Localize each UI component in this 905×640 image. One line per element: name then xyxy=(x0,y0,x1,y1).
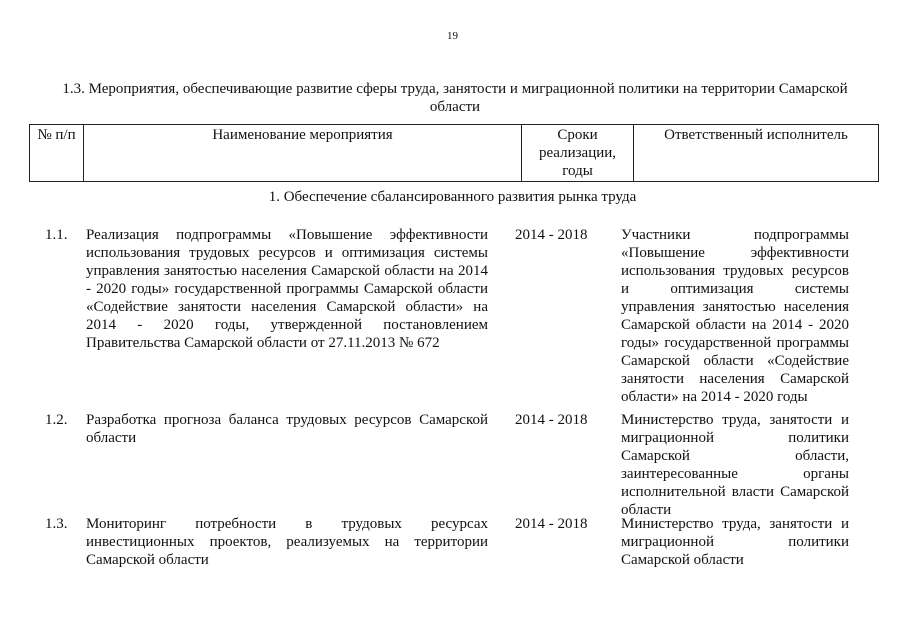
row-period: 2014 - 2018 xyxy=(515,412,588,428)
subsection-title: 1. Обеспечение сбалансированного развития рынка труда xyxy=(268,189,637,205)
row-responsible: Министерство труда, занятости и миграционной политики Самарской области, заинтересованные органы исполнительной власти Самарской области xyxy=(621,412,849,518)
header-period: Сроки реализации, годы xyxy=(522,125,634,182)
section-title: 1.3. Мероприятия, обеспечивающие развитие сферы труда, занятости и миграционной политики на территории Самарской области xyxy=(62,81,848,115)
header-num: № п/п xyxy=(30,125,84,182)
page-number: 19 xyxy=(447,30,458,42)
row-number: 1.3. xyxy=(45,516,68,532)
row-name: Мониторинг потребности в трудовых ресурсах инвестиционных проектов, реализуемых на территории Самарской области xyxy=(86,516,488,568)
row-number: 1.1. xyxy=(45,227,68,243)
row-responsible: Участники подпрограммы «Повышение эффективности использования трудовых ресурсов и оптимизация системы управления занятостью населения Самарской области на 2014 - 2020 годы» государственной программы Самарской области «Содействие занятости населения Самарской области» на 2014 - 2020 годы xyxy=(621,227,849,405)
row-name: Реализация подпрограммы «Повышение эффективности использования трудовых ресурсов и оптимизация системы управления занятостью населения Самарской области на 2014 - 2020 годы» государственной программы Самарской области «Содействие занятости населения Самарской области» на 2014 - 2020 годы, утвержденной постановлением Правительства Самарской области от 27.11.2013 № 672 xyxy=(86,227,488,351)
row-period: 2014 - 2018 xyxy=(515,227,588,243)
row-responsible: Министерство труда, занятости и миграционной политики Самарской области xyxy=(621,516,849,568)
row-number: 1.2. xyxy=(45,412,68,428)
header-responsible: Ответственный исполнитель xyxy=(634,125,879,182)
row-name: Разработка прогноза баланса трудовых ресурсов Самарской области xyxy=(86,412,488,446)
table-header xyxy=(29,124,879,182)
header-name: Наименование мероприятия xyxy=(84,125,522,182)
row-period: 2014 - 2018 xyxy=(515,516,588,532)
